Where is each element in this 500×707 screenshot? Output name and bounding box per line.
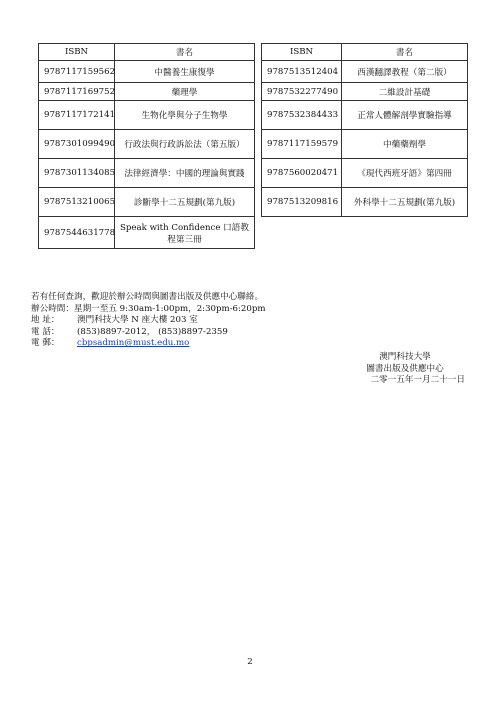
header-title: 書名: [342, 44, 468, 61]
table-row: [39, 217, 255, 249]
office-hours-label: 辦公時間：: [31, 303, 74, 314]
title-cell: 二維設計基礎: [342, 83, 468, 101]
isbn-cell: 9787513512404: [262, 61, 342, 83]
book-table-right: [261, 43, 468, 217]
phone-value: (853)8897-2012， (853)8897-2359: [77, 326, 228, 337]
title-cell: 《現代西班牙語》第四冊: [342, 159, 468, 188]
isbn-cell: 9787532384433: [262, 101, 342, 130]
title-cell: 中醫養生康復學: [115, 61, 255, 83]
table-row: [39, 159, 255, 188]
table-row: [39, 101, 255, 130]
title-cell: 診斷學十二五規劃(第九版): [115, 188, 255, 217]
title-cell: 法律經濟學：中國的理論與實踐: [115, 159, 255, 188]
email-row: [31, 338, 266, 350]
table-row: [39, 188, 255, 217]
phone-label: 電 話：: [31, 326, 60, 337]
title-cell: 生物化學與分子生物學: [115, 101, 255, 130]
contact-section: [31, 292, 266, 350]
isbn-cell: 9787513209816: [262, 188, 342, 217]
table-row: [262, 101, 468, 130]
isbn-cell: 9787560020471: [262, 159, 342, 188]
header-isbn: ISBN: [262, 44, 342, 61]
table-row: [39, 130, 255, 159]
isbn-cell: 9787117159562: [39, 61, 115, 83]
title-cell: 西漢翻譯教程（第二版）: [342, 61, 468, 83]
table-row: [262, 83, 468, 101]
table-row: [262, 188, 468, 217]
signature-university: 澳門科技大學: [379, 352, 431, 362]
header-isbn: ISBN: [39, 44, 115, 61]
address-label: 地 址：: [31, 315, 60, 326]
title-cell: Speak with Confidence 口語教程第三冊: [115, 217, 255, 249]
title-cell: 藥理學: [115, 83, 255, 101]
signature-date: 二零一五年一月二十一日: [370, 375, 465, 386]
office-hours-value: 星期一至五 9:30am-1:00pm，2:30pm-6:20pm: [73, 303, 266, 314]
email-link[interactable]: cbpsadmin@must.edu.mo: [77, 338, 190, 349]
isbn-cell: 9787117169752: [39, 83, 115, 101]
signature-block: [345, 352, 465, 387]
title-cell: 正常人體解剖學實驗指導: [342, 101, 468, 130]
table-row: [262, 61, 468, 83]
isbn-cell: 9787117172141: [39, 101, 115, 130]
isbn-cell: 9787513210065: [39, 188, 115, 217]
header-title: 書名: [115, 44, 255, 61]
address-value: 澳門科技大學 N 座大樓 203 室: [77, 315, 198, 326]
address-row: [31, 315, 266, 327]
office-hours-row: [31, 304, 266, 316]
title-cell: 外科學十二五規劃(第九版): [342, 188, 468, 217]
isbn-cell: 9787117159579: [262, 130, 342, 159]
isbn-cell: 9787544631778: [39, 217, 115, 249]
book-table-left: [38, 43, 255, 249]
email-label: 電 郵：: [31, 338, 60, 349]
isbn-cell: 9787301099490: [39, 130, 115, 159]
title-cell: 行政法與行政訴訟法（第五版）: [115, 130, 255, 159]
table-row: [262, 159, 468, 188]
contact-intro: 若有任何查詢，歡迎於辦公時間與圖書出版及供應中心聯絡。: [31, 292, 264, 302]
table-row: [39, 61, 255, 83]
signature-department: 圖書出版及供應中心: [366, 363, 444, 374]
table-row: [39, 83, 255, 101]
table-header-row: [262, 44, 468, 61]
isbn-cell: 9787301134085: [39, 159, 115, 188]
isbn-cell: 9787532277490: [262, 83, 342, 101]
table-row: [262, 130, 468, 159]
phone-row: [31, 327, 266, 339]
title-cell: 中藥藥劑學: [342, 130, 468, 159]
table-header-row: [39, 44, 255, 61]
page-number: 2: [247, 657, 253, 667]
